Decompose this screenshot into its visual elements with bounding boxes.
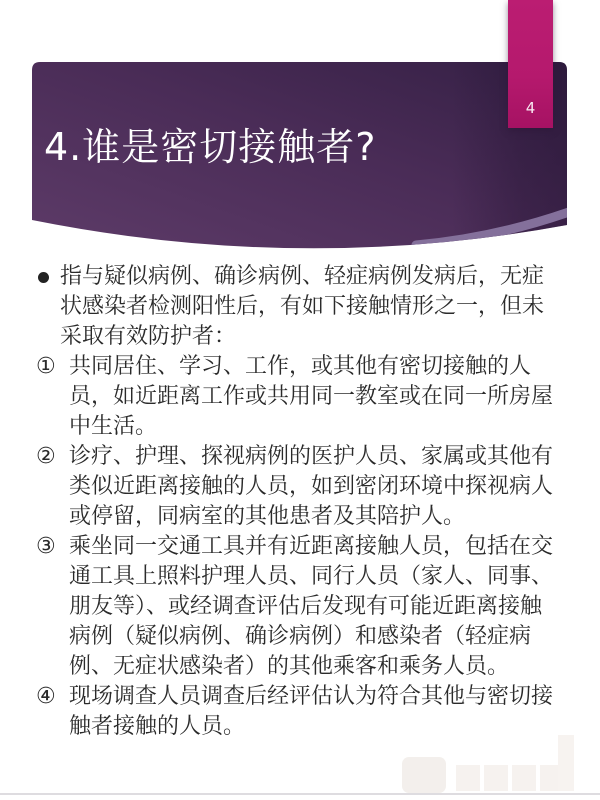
- photo-edge-line: [0, 793, 600, 795]
- item-2-number: ②: [36, 444, 56, 469]
- list-item: [36, 532, 556, 682]
- page-number-tab: [508, 0, 553, 128]
- watermark-glyph: [456, 765, 480, 791]
- intro-bullet-row: [36, 262, 556, 352]
- item-1-number: ①: [36, 354, 56, 379]
- watermark-glyph: [558, 735, 574, 791]
- item-4-number: ④: [36, 684, 56, 709]
- list-item: [36, 352, 556, 442]
- watermark-glyph: [512, 765, 536, 791]
- intro-text: 指与疑似病例、确诊病例、轻症病例发病后，无症状感染者检测阳性后，有如下接触情形之一，但未采取有效防护者：: [60, 264, 545, 349]
- item-1-text: 共同居住、学习、工作，或其他有密切接触的人员，如近距离工作或共用同一教室或在同一所房屋中生活。: [69, 354, 554, 439]
- page-number: 4: [525, 99, 536, 117]
- watermark-glyph: [484, 765, 508, 791]
- watermark: [400, 733, 585, 793]
- slide-body: [36, 262, 556, 742]
- item-3-number: ③: [36, 534, 56, 559]
- list-item: [36, 682, 556, 742]
- item-4-text: 现场调查人员调查后经评估认为符合其他与密切接触者接触的人员。: [69, 684, 554, 739]
- list-item: [36, 442, 556, 532]
- bullet-dot-icon: [36, 262, 60, 283]
- item-3-text: 乘坐同一交通工具并有近距离接触人员，包括在交通工具上照料护理人员、同行人员（家人、同事、朋友等）、或经调查评估后发现有可能近距离接触病例（疑似病例、确诊病例）和感染者（轻症病例、无症状感染者）的其他乘客和乘务人员。: [69, 534, 554, 679]
- slide-title: 4.谁是密切接触者?: [44, 125, 377, 169]
- item-2-text: 诊疗、护理、探视病例的医护人员、家属或其他有类似近距离接触的人员，如到密闭环境中探视病人或停留，同病室的其他患者及其陪护人。: [69, 444, 554, 529]
- watermark-logo-icon: [402, 757, 446, 793]
